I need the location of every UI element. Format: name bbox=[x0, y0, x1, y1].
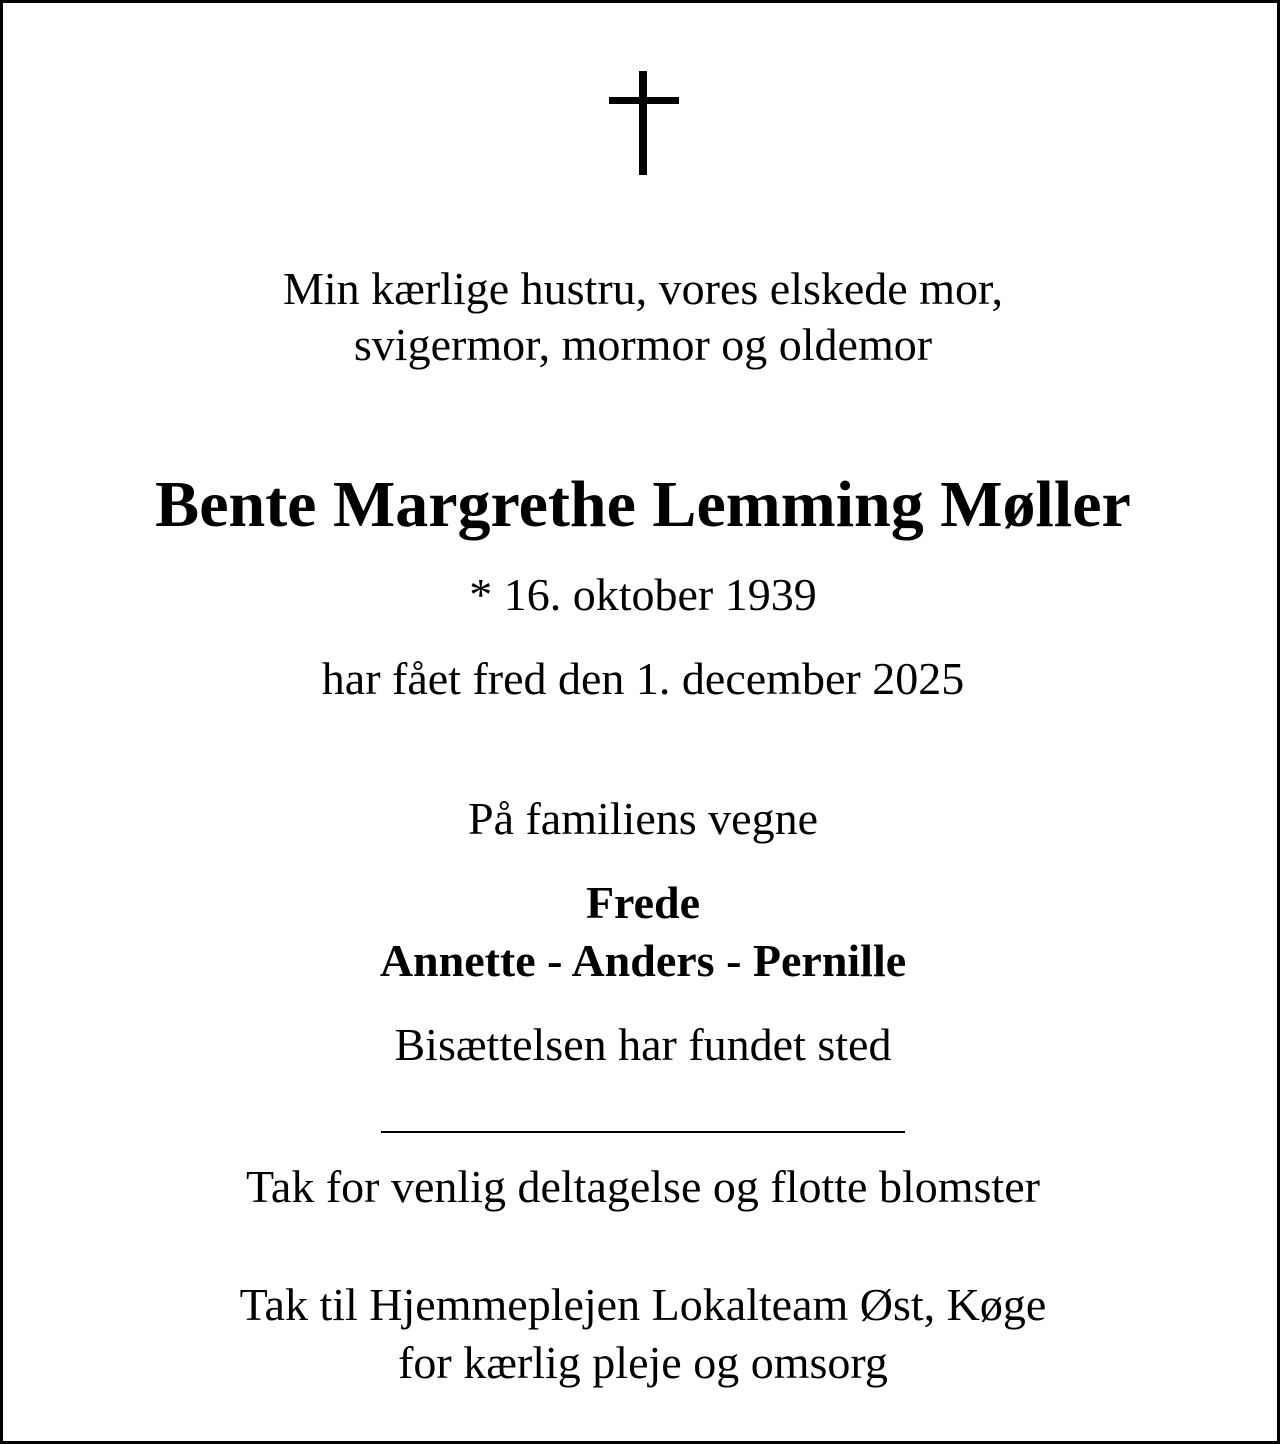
death-date: har fået fred den 1. december 2025 bbox=[321, 653, 965, 704]
family-names-children: Annette - Anders - Pernille bbox=[379, 935, 907, 986]
thanks-line-1: Tak for venlig deltagelse og flotte blomster bbox=[246, 1161, 1040, 1212]
ceremony-text: Bisættelsen har fundet sted bbox=[394, 1019, 892, 1070]
divider-line bbox=[381, 1131, 905, 1133]
cross-icon bbox=[3, 71, 1280, 175]
family-intro: På familiens vegne bbox=[467, 793, 818, 844]
deceased-name: Bente Margrethe Lemming Møller bbox=[155, 468, 1131, 541]
intro-line-2: svigermor, mormor og oldemor bbox=[353, 319, 933, 370]
intro-line-1: Min kærlige hustru, vores elskede mor, bbox=[283, 263, 1003, 314]
thanks-line-2: Tak til Hjemmeplejen Lokalteam Øst, Køge bbox=[239, 1279, 1047, 1330]
thanks-line-3: for kærlig pleje og omsorg bbox=[398, 1337, 888, 1388]
birth-date: * 16. oktober 1939 bbox=[469, 569, 817, 620]
family-name-primary: Frede bbox=[585, 877, 701, 928]
